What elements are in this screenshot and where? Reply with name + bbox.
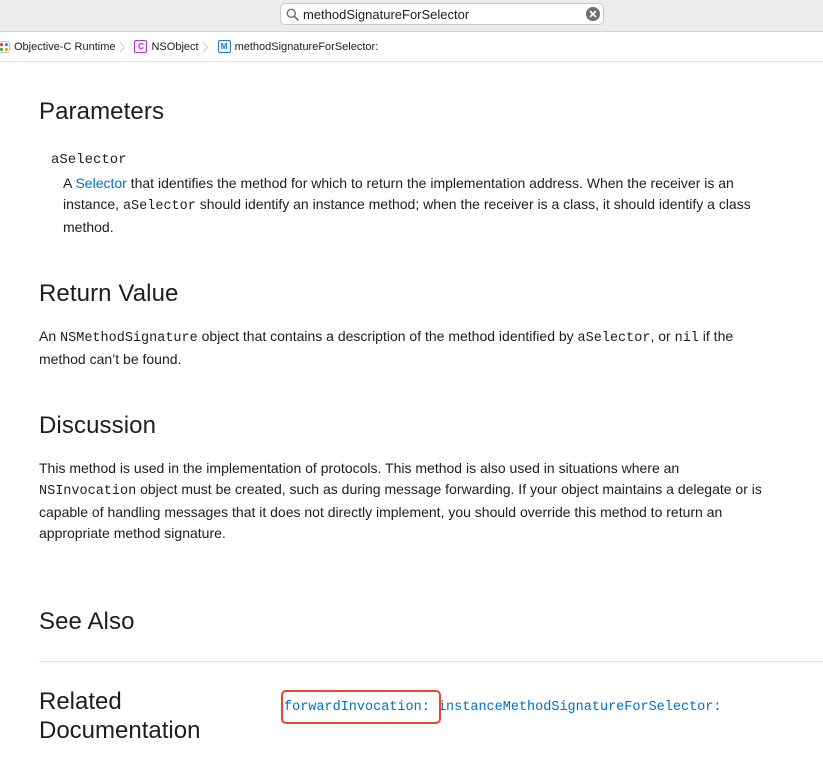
text: if the method can’t be found. — [39, 328, 734, 367]
chevron-right-icon: 〉 — [202, 41, 214, 54]
return-value-heading: Return Value — [39, 280, 179, 307]
breadcrumb-label: NSObject — [151, 40, 199, 53]
related-documentation-title: Related Documentation — [39, 688, 201, 744]
text: object must be created, such as during message forwarding. If your object maintains a delegate or is capable of handling messages that it does not directly implement, you should override this method to return an appropriate method signature. — [39, 481, 762, 541]
related-links — [284, 697, 721, 715]
search-input[interactable] — [303, 5, 573, 23]
parameter-name: aSelector — [51, 152, 127, 168]
framework-icon — [0, 41, 10, 53]
link-separator — [430, 700, 438, 715]
breadcrumb — [0, 32, 823, 62]
text: that identifies the method for which to return the implementation address. When the receiver is an instance, — [63, 175, 734, 212]
inline-code: NSInvocation — [39, 484, 137, 499]
text: , or — [650, 328, 675, 344]
toolbar — [0, 0, 823, 32]
discussion-heading: Discussion — [39, 412, 157, 439]
see-also-heading: See Also — [39, 608, 135, 635]
inline-code: aSelector — [122, 199, 196, 214]
text: This method is used in the implementation of protocols. This method is also used in situations where an — [39, 460, 680, 476]
discussion-text — [39, 458, 779, 544]
inline-code: aSelector — [577, 331, 651, 346]
search-field[interactable] — [280, 3, 604, 25]
selector-link[interactable]: Selector — [75, 175, 127, 191]
inline-code: NSMethodSignature — [60, 331, 198, 346]
breadcrumb-item-class[interactable] — [134, 40, 198, 53]
clear-search-icon[interactable] — [586, 7, 600, 21]
forward-invocation-link[interactable]: forwardInvocation: — [284, 700, 430, 715]
return-value-description — [39, 326, 774, 370]
breadcrumb-label: methodSignatureForSelector: — [234, 40, 379, 53]
class-badge-icon: C — [134, 40, 147, 53]
chevron-right-icon: 〉 — [119, 41, 131, 54]
breadcrumb-item-method[interactable] — [218, 40, 379, 53]
parameter-description — [63, 173, 783, 238]
search-icon — [286, 8, 299, 21]
text: object that contains a description of the method identified by — [197, 328, 578, 344]
text: An — [39, 328, 61, 344]
method-badge-icon: M — [218, 40, 231, 53]
text: should identify an instance method; when the receiver is a class, it should identify a class method. — [63, 196, 751, 235]
divider — [39, 661, 823, 662]
instance-method-signature-link[interactable]: instanceMethodSignatureForSelector: — [437, 700, 722, 715]
breadcrumb-item-framework[interactable] — [0, 41, 115, 53]
text: A — [63, 175, 76, 191]
inline-code: nil — [674, 331, 699, 346]
breadcrumb-label: Objective-C Runtime — [14, 40, 116, 53]
parameters-heading: Parameters — [39, 98, 165, 125]
